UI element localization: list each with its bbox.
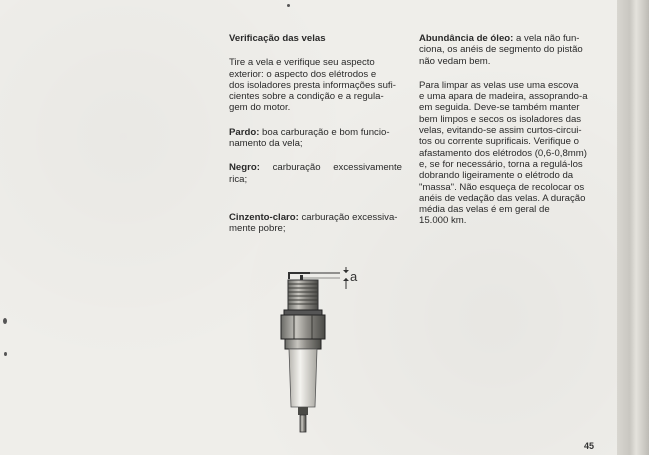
negro-label: Negro: xyxy=(229,162,260,174)
text-line: carburação excessiva- xyxy=(298,211,398,223)
text-line: anéis de vedação das velas. A duração xyxy=(419,192,586,204)
text-word: carburação xyxy=(272,162,321,174)
text-line: Para limpar as velas use uma escova xyxy=(419,79,579,91)
text-line: e, se for necessário, torna a regulá-los xyxy=(419,158,583,170)
text-line: gem do motor. xyxy=(229,102,291,114)
oleo-paragraph xyxy=(419,33,593,67)
text-line: ciona, os anéis de segmento do pistão xyxy=(419,44,583,56)
text-line: "massa". Não esqueça de recolocar os xyxy=(419,181,585,193)
text-line: em seguida. Deve-se também manter xyxy=(419,102,580,114)
text-line: Tire a vela e verifique seu aspecto xyxy=(229,57,375,69)
text-line: e uma apara de madeira, assoprando-a xyxy=(419,91,588,103)
text-line: velas, evitando-se assim curtos-circui- xyxy=(419,125,582,137)
section-title: Verificação das velas xyxy=(229,33,326,44)
oleo-label: Abundância de óleo: xyxy=(419,33,514,44)
cinzento-label: Cinzento-claro: xyxy=(229,211,299,223)
text-line: namento da vela; xyxy=(229,138,303,150)
pardo-label: Pardo: xyxy=(229,126,260,138)
spark-plug-figure xyxy=(270,265,360,435)
text-line: rica; xyxy=(229,173,248,185)
text-line: cientes sobre a condição e a regula- xyxy=(229,91,384,103)
text-line: boa carburação e bom funcio- xyxy=(259,126,390,138)
negro-paragraph xyxy=(229,162,402,185)
scan-speck xyxy=(4,352,7,356)
text-line: 15.000 km. xyxy=(419,215,467,227)
text-line: média das velas é em geral de xyxy=(419,204,550,216)
scan-speck xyxy=(3,318,7,324)
text-line: mente pobre; xyxy=(229,223,286,235)
text-line: exterior: o aspecto dos elétrodos e xyxy=(229,68,377,80)
text-line: tos ou corrente suprificais. Verifique o xyxy=(419,136,579,148)
intro-paragraph xyxy=(229,57,402,113)
text-word: excessivamente xyxy=(333,162,402,174)
page-edge xyxy=(617,0,649,455)
text-line: dobrando ligeiramente o elétrodo da xyxy=(419,170,574,182)
text-line: a vela não fun- xyxy=(513,33,580,44)
scan-speck xyxy=(287,4,290,7)
pardo-paragraph xyxy=(229,127,402,150)
text-line: não vedam bem. xyxy=(419,55,491,67)
cleaning-paragraph xyxy=(419,80,593,227)
text-line: dos isoladores presta informações sufi- xyxy=(229,79,396,91)
gap-label: a xyxy=(350,269,358,284)
left-column xyxy=(229,33,402,235)
text-line: afastamento dos elétrodos (0,6-0,8mm) xyxy=(419,147,587,159)
right-column xyxy=(419,33,593,227)
text-line: bem limpos e secos os isoladores das xyxy=(419,113,582,125)
page-number: 45 xyxy=(584,441,595,451)
cinzento-paragraph xyxy=(229,212,402,235)
